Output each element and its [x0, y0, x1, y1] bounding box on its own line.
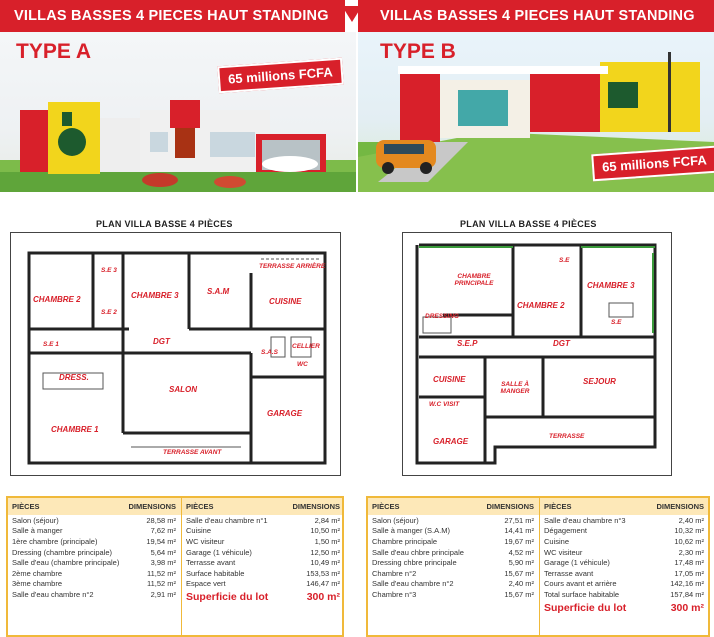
room-dress: DRESS.: [59, 373, 89, 382]
table-row: Garage (1 véhicule) 12,50 m²: [186, 547, 340, 557]
col-head-dimensions: DIMENSIONS: [292, 502, 340, 511]
spec-table-b-col2: [544, 498, 704, 614]
type-a-label: TYPE A: [16, 40, 92, 63]
table-row: Terrasse avant 10,49 m²: [186, 558, 340, 568]
room-chambre-1: CHAMBRE 1: [51, 425, 99, 434]
table-row: Dressing chbre principale 5,90 m²: [372, 558, 534, 568]
header-title-left: VILLAS BASSES 4 PIECES HAUT STANDING: [14, 8, 329, 24]
table-row: 3ème chambre 11,52 m²: [12, 579, 176, 589]
table-row: WC visiteur 2,30 m²: [544, 547, 704, 557]
table-row: Salle d'eau chambre n°2 2,40 m²: [372, 579, 534, 589]
col-head-pieces: PIÈCES: [186, 502, 214, 511]
villa-a-photo: [0, 32, 356, 192]
lot-total: Superficie du lot 300 m²: [186, 591, 340, 604]
spec-table-a-divider: [181, 498, 182, 635]
header-banner-left: [0, 0, 345, 32]
room-sep: S.E.P: [457, 339, 478, 348]
room-dgt: DGT: [553, 339, 570, 348]
table-row: Salon (séjour) 28,58 m²: [12, 515, 176, 525]
room-wc: WC: [297, 361, 308, 368]
table-row: Salle d'eau chambre n°1 2,84 m²: [186, 515, 340, 525]
spec-table-b: [366, 496, 710, 637]
col-head-dimensions: DIMENSIONS: [656, 502, 704, 511]
table-row: Salle à manger 7,62 m²: [12, 526, 176, 536]
room-chambre-2: CHAMBRE 2: [33, 295, 81, 304]
col-head-pieces: PIÈCES: [12, 502, 40, 511]
room-se-3: S.E 3: [101, 267, 117, 274]
room-cuisine: CUISINE: [269, 297, 302, 306]
room-terrasse-arriere: TERRASSE ARRIÈRE: [259, 263, 326, 270]
spec-table-a-col1: [12, 498, 176, 600]
spec-table-a-col2: [186, 498, 340, 603]
floor-plan-b: [402, 232, 672, 476]
table-row: Salle d'eau chambre n°3 2,40 m²: [544, 515, 704, 525]
room-garage: GARAGE: [267, 409, 303, 418]
type-a-price-badge: 65 millions FCFA: [217, 58, 343, 94]
floor-plan-a: [10, 232, 341, 476]
header-title-right: VILLAS BASSES 4 PIECES HAUT STANDING: [380, 8, 695, 24]
table-row: Chambre principale 19,67 m²: [372, 536, 534, 546]
table-row: Salon (séjour) 27,51 m²: [372, 515, 534, 525]
room-se-chambre-2: S.E: [559, 257, 570, 264]
table-row: WC visiteur 1,50 m²: [186, 536, 340, 546]
room-terrasse-avant: TERRASSE AVANT: [163, 449, 222, 456]
col-head-pieces: PIÈCES: [372, 502, 400, 511]
room-garage: GARAGE: [433, 437, 469, 446]
table-row: Espace vert 146,47 m²: [186, 579, 340, 589]
room-cellier: CELLIER: [292, 343, 320, 350]
room-se-1: S.E 1: [43, 341, 59, 348]
table-row: 2ème chambre 11,52 m²: [12, 568, 176, 578]
plan-a-title: PLAN VILLA BASSE 4 PIÈCES: [96, 219, 233, 229]
table-row: Salle d'eau chbre principale 4,52 m²: [372, 547, 534, 557]
room-cuisine: CUISINE: [433, 375, 466, 384]
room-sas: S.A.S: [261, 349, 278, 356]
col-head-dimensions: DIMENSIONS: [128, 502, 176, 511]
table-row: Dégagement 10,32 m²: [544, 526, 704, 536]
room-sejour: SEJOUR: [583, 377, 616, 386]
type-b-price-badge: 65 millions FCFA: [591, 146, 714, 182]
table-row: Total surface habitable 157,84 m²: [544, 589, 704, 599]
table-row: Chambre n°2 15,67 m²: [372, 568, 534, 578]
room-dgt: DGT: [153, 337, 170, 346]
room-dressing: DRESSING: [425, 313, 459, 320]
spec-table-b-divider: [539, 498, 540, 635]
table-row: Cuisine 10,62 m²: [544, 536, 704, 546]
plan-b-title: PLAN VILLA BASSE 4 PIÈCES: [460, 219, 597, 229]
table-row: Garage (1 véhicule) 17,48 m²: [544, 558, 704, 568]
lot-total: Superficie du lot 300 m²: [544, 601, 704, 614]
room-salon: SALON: [169, 385, 197, 394]
room-chambre-3: CHAMBRE 3: [587, 281, 635, 290]
table-row: Chambre n°3 15,67 m²: [372, 589, 534, 599]
table-row: Salle d'eau chambre n°2 2,91 m²: [12, 589, 176, 599]
room-wc-visit: W.C VISIT: [429, 401, 460, 408]
table-row: Salle d'eau (chambre principale) 3,98 m²: [12, 558, 176, 568]
col-head-pieces: PIÈCES: [544, 502, 572, 511]
spec-table-a: [6, 496, 344, 637]
room-chambre-3: CHAMBRE 3: [131, 291, 179, 300]
table-row: Surface habitable 153,53 m²: [186, 568, 340, 578]
table-row: Dressing (chambre principale) 5,64 m²: [12, 547, 176, 557]
room-se-chambre-3: S.E: [611, 319, 622, 326]
room-salle-a-manger: SALLE À MANGER: [500, 381, 530, 395]
spec-table-b-col1: [372, 498, 534, 600]
table-row: Salle à manger (S.A.M) 14,41 m²: [372, 526, 534, 536]
room-sam: S.A.M: [207, 287, 230, 296]
room-chambre-2: CHAMBRE 2: [517, 301, 565, 310]
table-row: Cuisine 10,50 m²: [186, 526, 340, 536]
room-terrasse: TERRASSE: [549, 433, 585, 440]
room-se-2: S.E 2: [101, 309, 117, 316]
room-chambre-principale: CHAMBRE PRINCIPALE: [454, 273, 494, 287]
header-banner-right: [358, 0, 714, 32]
villa-b-photo: [358, 32, 714, 192]
table-row: 1ère chambre (principale) 19,54 m²: [12, 536, 176, 546]
table-row: Terrasse avant 17,05 m²: [544, 568, 704, 578]
col-head-dimensions: DIMENSIONS: [486, 502, 534, 511]
type-b-label: TYPE B: [380, 40, 456, 63]
table-row: Cours avant et arrière 142,16 m²: [544, 579, 704, 589]
